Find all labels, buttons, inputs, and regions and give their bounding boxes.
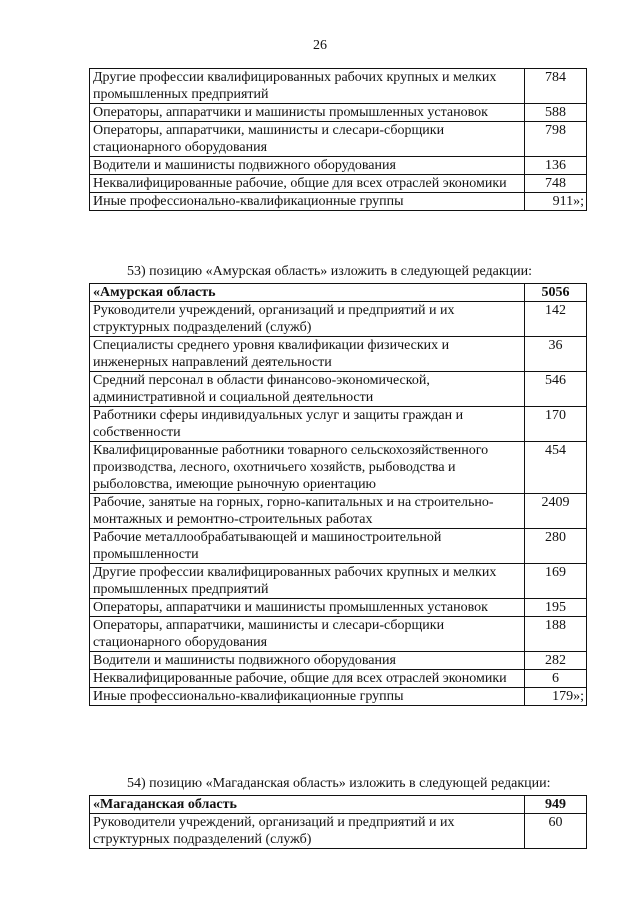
profession-count: 280: [525, 529, 587, 564]
profession-name: Водители и машинисты подвижного оборудования: [90, 157, 525, 175]
profession-name: Операторы, аппаратчики, машинисты и слесари-сборщики стационарного оборудования: [90, 617, 525, 652]
table-row: [90, 670, 587, 688]
profession-count: 60: [525, 814, 587, 849]
profession-name: Руководители учреждений, организаций и предприятий и их структурных подразделений (служб): [90, 814, 525, 849]
table-row: [90, 337, 587, 372]
profession-name: Рабочие металлообрабатывающей и машиностроительной промышленности: [90, 529, 525, 564]
region-header-row: [90, 796, 587, 814]
profession-count: 588: [525, 104, 587, 122]
table-row: [90, 193, 587, 211]
region-total: 5056: [525, 284, 587, 302]
profession-count: 282: [525, 652, 587, 670]
table-row: [90, 688, 587, 706]
profession-count: 36: [525, 337, 587, 372]
profession-count: 784: [525, 69, 587, 104]
profession-count: 6: [525, 670, 587, 688]
profession-count: 2409: [525, 494, 587, 529]
table-row: [90, 372, 587, 407]
table-row: [90, 529, 587, 564]
table-row: [90, 175, 587, 193]
profession-name: Средний персонал в области финансово-экономической, административной и социальной деятельности: [90, 372, 525, 407]
region-total: 949: [525, 796, 587, 814]
profession-count: 136: [525, 157, 587, 175]
table-row: [90, 564, 587, 599]
profession-table-continued: [89, 68, 587, 211]
profession-name: Специалисты среднего уровня квалификации физических и инженерных направлений деятельности: [90, 337, 525, 372]
table-row: [90, 494, 587, 529]
page-number: 26: [313, 38, 327, 53]
region-header-row: [90, 284, 587, 302]
profession-count: 142: [525, 302, 587, 337]
profession-name: Работники сферы индивидуальных услуг и защиты граждан и собственности: [90, 407, 525, 442]
amendment-paragraph-53: 53) позицию «Амурская область» изложить в следующей редакции:: [127, 264, 533, 279]
profession-count: 179»;: [525, 688, 587, 706]
table-row: [90, 407, 587, 442]
table-row: [90, 104, 587, 122]
profession-name: Неквалифицированные рабочие, общие для всех отраслей экономики: [90, 175, 525, 193]
profession-count: 170: [525, 407, 587, 442]
table-row: [90, 122, 587, 157]
profession-count: 546: [525, 372, 587, 407]
table-row: [90, 814, 587, 849]
table-row: [90, 599, 587, 617]
table-row: [90, 652, 587, 670]
table-row: [90, 302, 587, 337]
profession-name: Квалифицированные работники товарного сельскохозяйственного производства, лесного, охотничьего хозяйств, рыбоводства и рыболовства, имеющие рыночную ориентацию: [90, 442, 525, 494]
amur-region-table: [89, 283, 587, 706]
profession-name: Операторы, аппаратчики и машинисты промышленных установок: [90, 104, 525, 122]
profession-name: Неквалифицированные рабочие, общие для всех отраслей экономики: [90, 670, 525, 688]
profession-count: 169: [525, 564, 587, 599]
table-row: [90, 442, 587, 494]
profession-name: Иные профессионально-квалификационные группы: [90, 193, 525, 211]
profession-count: 195: [525, 599, 587, 617]
profession-count: 911»;: [525, 193, 587, 211]
table-row: [90, 617, 587, 652]
profession-name: Другие профессии квалифицированных рабочих крупных и мелких промышленных предприятий: [90, 564, 525, 599]
magadan-region-table: [89, 795, 587, 849]
profession-count: 798: [525, 122, 587, 157]
profession-name: Операторы, аппаратчики и машинисты промышленных установок: [90, 599, 525, 617]
profession-name: Другие профессии квалифицированных рабочих крупных и мелких промышленных предприятий: [90, 69, 525, 104]
profession-count: 748: [525, 175, 587, 193]
table-row: [90, 69, 587, 104]
region-name: «Магаданская область: [90, 796, 525, 814]
profession-name: Операторы, аппаратчики, машинисты и слесари-сборщики стационарного оборудования: [90, 122, 525, 157]
profession-count: 454: [525, 442, 587, 494]
table-row: [90, 157, 587, 175]
profession-name: Рабочие, занятые на горных, горно-капитальных и на строительно-монтажных и ремонтно-строительных работах: [90, 494, 525, 529]
profession-name: Водители и машинисты подвижного оборудования: [90, 652, 525, 670]
profession-name: Руководители учреждений, организаций и предприятий и их структурных подразделений (служб): [90, 302, 525, 337]
region-name: «Амурская область: [90, 284, 525, 302]
profession-name: Иные профессионально-квалификационные группы: [90, 688, 525, 706]
amendment-paragraph-54: 54) позицию «Магаданская область» изложить в следующей редакции:: [127, 776, 551, 791]
profession-count: 188: [525, 617, 587, 652]
